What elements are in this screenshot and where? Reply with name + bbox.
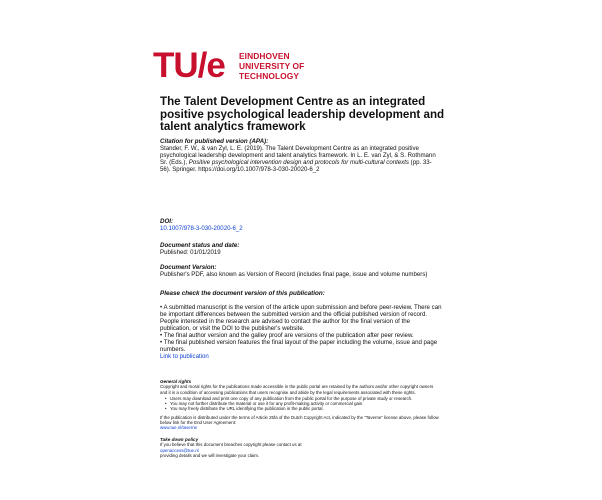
rights-label: General rights bbox=[160, 379, 192, 384]
citation-label: Citation for published version (APA): bbox=[160, 138, 269, 145]
takedown-email[interactable]: openaccess@tue.nl bbox=[160, 447, 199, 453]
tue-logo bbox=[153, 48, 313, 86]
taverne-block bbox=[160, 415, 440, 431]
citation-text bbox=[160, 145, 442, 173]
takedown-text: If you believe that this document breaches copyright please contact us at bbox=[160, 442, 302, 448]
taverne-text: If the publication is distributed under the terms of Article 25fa of the Dutch Copyright Act, indicated by the “Taverne” license above, please follow below link for the End User Agreement: bbox=[160, 415, 439, 426]
logo-mark: TU/e bbox=[153, 46, 225, 85]
check-bullet-1: • A submitted manuscript is the version of the article upon submission and before peer-review. There can be important differences between the submitted version and the official published version of record. People interested in the research are advised to contact the author for the final version of the publication, or visit the DOI to the publisher's website. bbox=[160, 304, 442, 332]
citation-text-2: (pp. 33-56). Springer. https://doi.org/10.1007/978-3-030-20020-6_2 bbox=[160, 159, 432, 173]
version-label: Document Version: bbox=[160, 264, 217, 271]
citation-text-1: Stander, F. W., & van Zyl, L. E. (2019). The Talent Development Centre as an integrated positive psychological leadership development and talent analytics framework. In L. E. van Zyl, & S. Rothmann Sr. (Eds.), bbox=[160, 145, 436, 166]
rights-item: • You may freely distribute the URL identifying the publication in the public portal. bbox=[170, 406, 440, 411]
rights-item: • You may not further distribute the material or use it for any profit-making activity or commercial gain bbox=[170, 401, 440, 406]
logo-line-1: EINDHOVEN bbox=[239, 51, 290, 61]
citation-book-title: Positive psychological intervention design and protocols for multi-cultural contexts bbox=[188, 159, 409, 166]
takedown-text-2: providing details and we will investigate your claim. bbox=[160, 452, 260, 458]
takedown-label: Take down policy bbox=[160, 437, 199, 442]
doi-link[interactable]: 10.1007/978-3-030-20020-6_2 bbox=[160, 225, 243, 232]
citation-block bbox=[160, 138, 442, 173]
doi-label: DOI: bbox=[160, 218, 174, 225]
version-value: Publisher's PDF, also known as Version of Record (includes final page, issue and volume numbers) bbox=[160, 271, 428, 278]
publication-link[interactable]: Link to publication bbox=[160, 353, 209, 360]
rights-block bbox=[160, 379, 440, 411]
logo-line-3: TECHNOLOGY bbox=[239, 71, 300, 81]
check-label: Please check the document version of this publication: bbox=[160, 290, 325, 297]
rights-text: Copyright and moral rights for the publications made accessible in the public portal are retained by the authors and/or other copyright owners and it is a condition of accessing publications that users recognise and abide by the legal requirements associated with these rights. bbox=[160, 384, 434, 395]
taverne-link[interactable]: www.tue.nl/taverne bbox=[160, 425, 198, 431]
check-block bbox=[160, 290, 442, 360]
status-label: Document status and date: bbox=[160, 242, 240, 249]
version-block bbox=[160, 264, 442, 278]
logo-text bbox=[239, 51, 304, 81]
takedown-block bbox=[160, 437, 440, 458]
check-bullets bbox=[160, 304, 442, 360]
logo-line-2: UNIVERSITY OF bbox=[239, 61, 305, 71]
check-bullet-2: • The final author version and the galley proof are versions of the publication after peer review. bbox=[160, 332, 414, 339]
check-bullet-3: • The final published version features the final layout of the paper including the volume, issue and page numbers. bbox=[160, 339, 438, 353]
status-value: Published: 01/01/2019 bbox=[160, 249, 221, 256]
document-title: The Talent Development Centre as an integrated positive psychological leadership development and talent analytics framework bbox=[160, 95, 445, 134]
rights-item: • Users may download and print one copy of any publication from the public portal for the purpose of private study or research. bbox=[170, 396, 440, 401]
status-block bbox=[160, 242, 442, 256]
doi-block bbox=[160, 218, 442, 232]
rights-list bbox=[160, 396, 440, 412]
